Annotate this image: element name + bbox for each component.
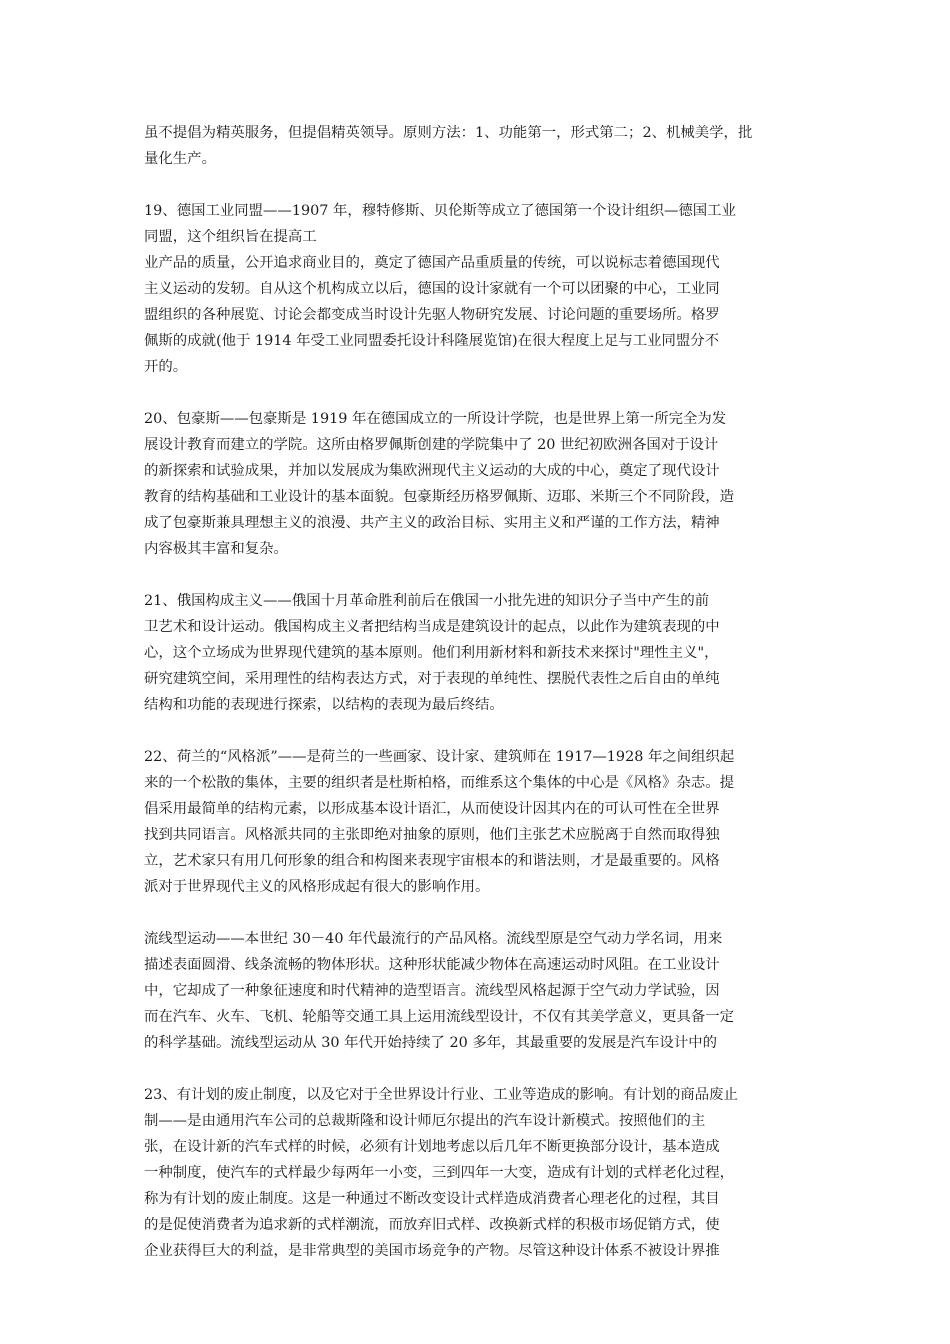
text-line: 佩斯的成就(他于 1914 年受工业同盟委托设计科隆展览馆)在很大程度上足与工业同盟分不 [144, 333, 720, 349]
text-line: 卫艺术和设计运动。俄国构成主义者把结构当成是建筑设计的起点，以此作为建筑表现的中 [144, 619, 720, 635]
text-line: 倡采用最简单的结构元素，以形成基本设计语汇，从而使设计因其内在的可认可性在全世界 [144, 801, 720, 817]
text-line: 成了包豪斯兼具理想主义的浪漫、共产主义的政治目标、实用主义和严谨的工作方法，精神 [144, 515, 720, 531]
text-line: 研究建筑空间，采用理性的结构表达方式，对于表现的单纯性、摆脱代表性之后自由的单纯 [144, 671, 720, 687]
paragraph-bauhaus [144, 406, 808, 562]
text-line: 开的。 [144, 359, 188, 375]
text-line: 结构和功能的表现进行探索，以结构的表现为最后终结。 [144, 697, 504, 713]
text-line: 而在汽车、火车、飞机、轮船等交通工具上运用流线型设计，不仅有其美学意义，更具备一定 [144, 1009, 735, 1025]
paragraph-streamline [144, 926, 808, 1056]
paragraph-functionalism [144, 120, 808, 172]
paragraph-deutscher-werkbund [144, 198, 808, 380]
text-line: 一种制度，使汽车的式样最少每两年一小变，三到四年一大变，造成有计划的式样老化过程， [144, 1165, 735, 1181]
text-line: 主义运动的发轫。自从这个机构成立以后，德国的设计家就有一个可以团聚的中心，工业同 [144, 281, 720, 297]
text-line: 流线型运动——本世纪 30－40 年代最流行的产品风格。流线型原是空气动力学名词，用来 [144, 931, 723, 947]
text-line: 张，在设计新的汽车式样的时候，必须有计划地考虑以后几年不断更换部分设计，基本造成 [144, 1139, 720, 1155]
text-line: 虽不提倡为精英服务，但提倡精英领导。原则方法：1、功能第一，形式第二；2、机械美学，批 [144, 125, 753, 141]
text-line: 的科学基础。流线型运动从 30 年代开始持续了 20 多年，其最重要的发展是汽车设计中的 [144, 1035, 717, 1051]
paragraph-russian-constructivism [144, 588, 808, 718]
text-line: 派对于世界现代主义的风格形成起有很大的影响作用。 [144, 879, 490, 895]
text-line: 内容极其丰富和复杂。 [144, 541, 288, 557]
text-line: 教育的结构基础和工业设计的基本面貌。包豪斯经历格罗佩斯、迈耶、米斯三个不同阶段，造 [144, 489, 735, 505]
text-line: 的是促使消费者为追求新的式样潮流，而放弃旧式样、改换新式样的积极市场促销方式，使 [144, 1217, 720, 1233]
text-line: 来的一个松散的集体，主要的组织者是杜斯柏格，而维系这个集体的中心是《风格》杂志。提 [144, 775, 735, 791]
text-line: 19、德国工业同盟——1907 年，穆特修斯、贝伦斯等成立了德国第一个设计组织—德国工业 [144, 203, 736, 219]
text-line: 23、有计划的废止制度，以及它对于全世界设计行业、工业等造成的影响。有计划的商品废止 [144, 1087, 738, 1103]
text-line: 心，这个立场成为世界现代建筑的基本原则。他们利用新材料和新技术来探讨"理性主义"， [144, 645, 719, 661]
text-line: 展设计教育而建立的学院。这所由格罗佩斯创建的学院集中了 20 世纪初欧洲各国对于设计 [144, 437, 719, 453]
text-line: 21、俄国构成主义——俄国十月革命胜利前后在俄国一小批先进的知识分子当中产生的前 [144, 593, 710, 609]
text-line: 同盟，这个组织旨在提高工 [144, 229, 317, 245]
text-line: 22、荷兰的“风格派”——是荷兰的一些画家、设计家、建筑师在 1917—1928 年之间组织起 [144, 749, 735, 765]
text-line: 制——是由通用汽车公司的总裁斯隆和设计师厄尔提出的汽车设计新模式。按照他们的主 [144, 1113, 706, 1129]
paragraph-de-stijl [144, 744, 808, 900]
text-line: 业产品的质量，公开追求商业目的，奠定了德国产品重质量的传统，可以说标志着德国现代 [144, 255, 720, 271]
text-line: 的新探索和试验成果，并加以发展成为集欧洲现代主义运动的大成的中心，奠定了现代设计 [144, 463, 720, 479]
text-line: 立，艺术家只有用几何形象的组合和构图来表现宇宙根本的和谐法则，才是最重要的。风格 [144, 853, 720, 869]
document-page [144, 120, 808, 1290]
text-line: 找到共同语言。风格派共同的主张即绝对抽象的原则，他们主张艺术应脱离于自然而取得独 [144, 827, 720, 843]
text-line: 盟组织的各种展览、讨论会都变成当时设计先驱人物研究发展、讨论问题的重要场所。格罗 [144, 307, 720, 323]
text-line: 称为有计划的废止制度。这是一种通过不断改变设计式样造成消费者心理老化的过程，其目 [144, 1191, 720, 1207]
text-line: 企业获得巨大的利益，是非常典型的美国市场竞争的产物。尽管这种设计体系不被设计界推 [144, 1243, 720, 1259]
text-line: 20、包豪斯——包豪斯是 1919 年在德国成立的一所设计学院，也是世界上第一所完全为发 [144, 411, 727, 427]
paragraph-planned-obsolescence [144, 1082, 808, 1264]
text-line: 量化生产。 [144, 151, 216, 167]
text-line: 中，它却成了一种象征速度和时代精神的造型语言。流线型风格起源于空气动力学试验，因 [144, 983, 720, 999]
text-line: 描述表面圆滑、线条流畅的物体形状。这种形状能减少物体在高速运动时风阻。在工业设计 [144, 957, 720, 973]
